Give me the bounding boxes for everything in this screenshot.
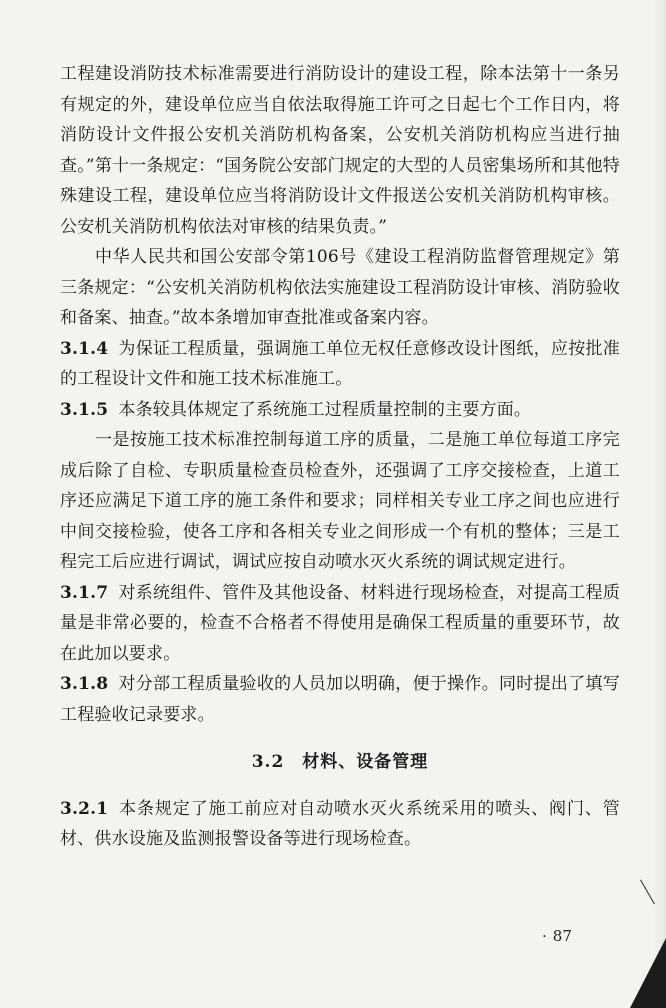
paragraph: [60, 425, 620, 578]
paragraph-text: 中华人民共和国公安部令第106号《建设工程消防监督管理规定》第三条规定：“公安机关消防机构依法实施建设工程消防设计审核、消防验收和备案、抽查。”故本条增加审查批准或备案内容。: [60, 247, 620, 328]
clause-number: 3.2.1: [60, 798, 109, 819]
section-title: 材料、设备管理: [302, 752, 429, 772]
page-number-value: 87: [552, 927, 572, 945]
page-number-dot: ·: [542, 927, 547, 945]
clause-text: 对分部工程质量验收的人员加以明确，便于操作。同时提出了填写工程验收记录要求。: [60, 674, 620, 725]
page-edge-shadow: [652, 0, 666, 1008]
clause-number: 3.1.4: [60, 338, 109, 359]
clause-3-1-8: [60, 669, 620, 730]
clause-number: 3.1.7: [60, 582, 109, 603]
clause-3-1-5: [60, 395, 620, 426]
page-number: [542, 927, 572, 945]
clause-number: 3.1.8: [60, 674, 109, 694]
clause-number: 3.1.5: [60, 399, 109, 420]
clause-3-1-7: [60, 578, 620, 670]
clause-text: 本条规定了施工前应对自动喷水灭火系统采用的喷头、阀门、管材、供水设施及监测报警设备等进行现场检查。: [60, 798, 620, 849]
scan-corner-shadow: [630, 938, 666, 1008]
section-number: 3.2: [251, 752, 285, 772]
clause-3-1-4: [60, 334, 620, 395]
clause-text: 本条较具体规定了系统施工过程质量控制的主要方面。: [118, 399, 532, 420]
section-heading: [60, 747, 620, 778]
paragraph-text: 工程建设消防技术标准需要进行消防设计的建设工程，除本法第十一条另有规定的外，建设单位应当自依法取得施工许可之日起七个工作日内，将消防设计文件报公安机关消防机构备案，公安机关消防机构应当进行抽查。”第十一条规定：“国务院公安部门规定的大型的人员密集场所和其他特殊建设工程，建设单位应当将消防设计文件报送公安机关消防机构审核。公安机关消防机构依法对审核的结果负责。”: [60, 64, 620, 237]
clause-text: 对系统组件、管件及其他设备、材料进行现场检查，对提高工程质量是非常必要的，检查不合格者不得使用是确保工程质量的重要环节，故在此加以要求。: [60, 582, 620, 664]
clause-3-2-1: [60, 794, 620, 855]
paragraph-text: 一是按施工技术标准控制每道工序的质量，二是施工单位每道工序完成后除了自检、专职质量检查员检查外，还强调了工序交接检查，上道工序还应满足下道工序的施工条件和要求；同样相关专业工序之间也应进行中间交接检验，使各工序和各相关专业之间形成一个有机的整体；三是工程完工后应进行调试，调试应按自动喷水灭火系统的调试规定进行。: [60, 430, 620, 572]
clause-text: 为保证工程质量，强调施工单位无权任意修改设计图纸，应按批准的工程设计文件和施工技术标准施工。: [60, 338, 620, 389]
paragraph: [60, 242, 620, 334]
page-body: [60, 59, 620, 855]
paragraph: [60, 59, 620, 242]
